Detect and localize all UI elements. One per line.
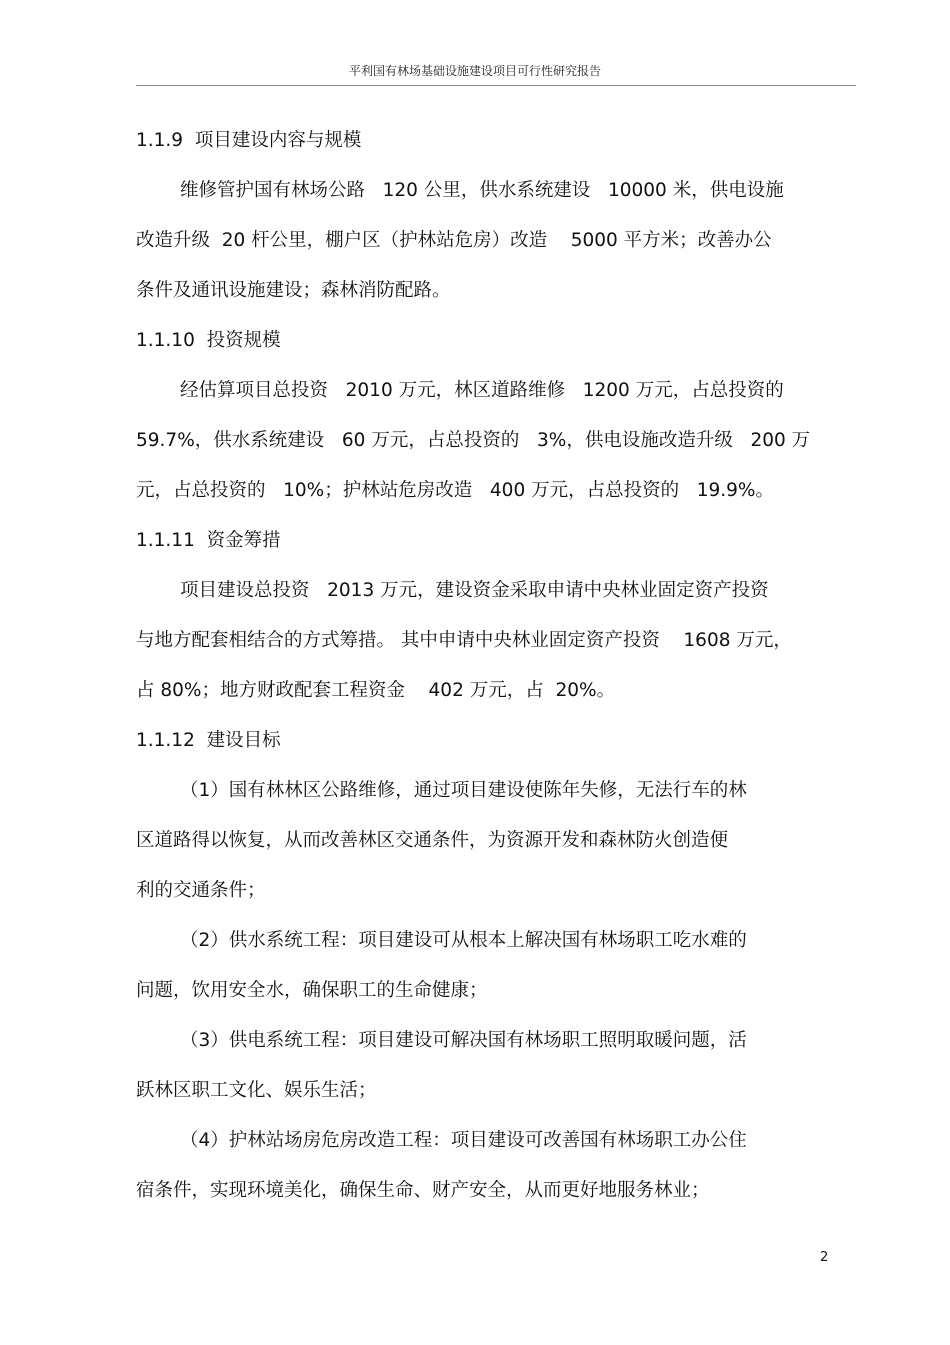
body-line: 元，占总投资的 10%；护林站危房改造 400 万元，占总投资的 19.9%。 [136, 480, 775, 501]
body-line: 区道路得以恢复，从而改善林区交通条件，为资源开发和森林防火创造便 [136, 830, 729, 851]
section-heading-1-1-12: 1.1.12 建设目标 [136, 730, 281, 751]
section-heading-1-1-10: 1.1.10 投资规模 [136, 330, 281, 351]
header-rule [136, 85, 856, 86]
body-line: （1）国有林林区公路维修，通过项目建设使陈年失修，无法行车的林 [180, 780, 747, 801]
body-line: 改造升级 20 杆公里，棚户区（护林站危房）改造 5000 平方米；改善办公 [136, 230, 772, 251]
body-line: 利的交通条件； [136, 880, 266, 901]
body-line: 条件及通讯设施建设；森林消防配路。 [136, 280, 451, 301]
section-heading-1-1-11: 1.1.11 资金筹措 [136, 530, 281, 551]
body-line: 项目建设总投资 2013 万元，建设资金采取申请中央林业固定资产投资 [180, 580, 769, 601]
section-heading-1-1-9: 1.1.9 项目建设内容与规模 [136, 130, 362, 151]
body-line: 跃林区职工文化、娱乐生活； [136, 1080, 377, 1101]
body-line: （4）护林站场房危房改造工程：项目建设可改善国有林场职工办公住 [180, 1130, 747, 1151]
body-line: 宿条件，实现环境美化，确保生命、财产安全，从而更好地服务林业； [136, 1180, 710, 1201]
running-header: 平利国有林场基础设施建设项目可行性研究报告 [348, 64, 601, 78]
body-line: 经估算项目总投资 2010 万元，林区道路维修 1200 万元，占总投资的 [180, 380, 784, 401]
body-line: 与地方配套相结合的方式筹措。 其中申请中央林业固定资产投资 1608 万元， [136, 630, 792, 651]
body-line: （3）供电系统工程：项目建设可解决国有林场职工照明取暖问题，活 [180, 1030, 747, 1051]
body-line: 问题，饮用安全水，确保职工的生命健康； [136, 980, 488, 1001]
body-line: 占 80%；地方财政配套工程资金 402 万元，占 20%。 [136, 680, 616, 701]
body-line: 维修管护国有林场公路 120 公里，供水系统建设 10000 米，供电设施 [180, 180, 784, 201]
body-line: （2）供水系统工程：项目建设可从根本上解决国有林场职工吃水难的 [180, 930, 747, 951]
page-number: 2 [820, 1250, 829, 1265]
body-line: 59.7%，供水系统建设 60 万元，占总投资的 3%，供电设施改造升级 200 万 [136, 430, 811, 451]
